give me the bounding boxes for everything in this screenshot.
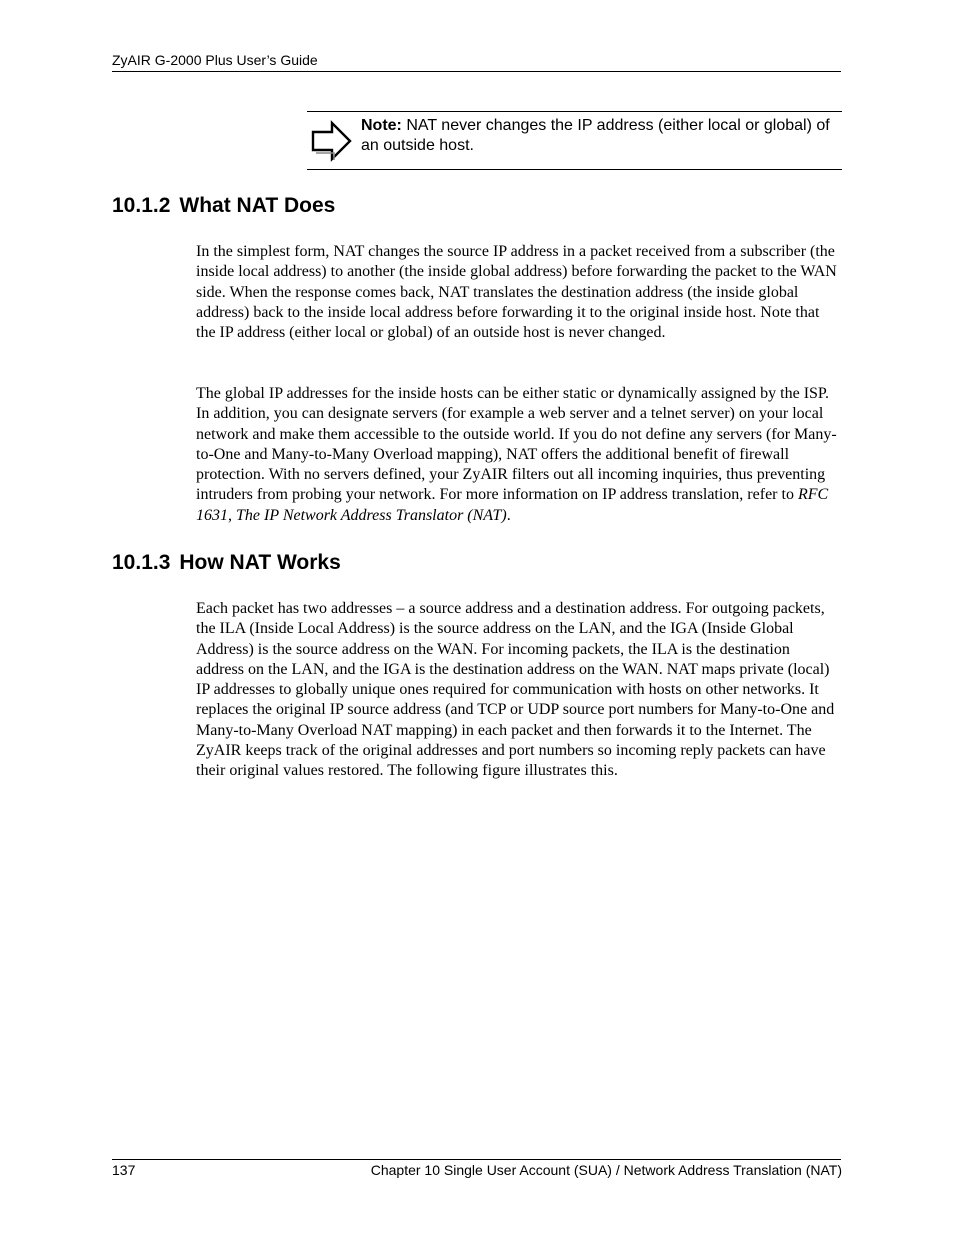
section-title: What NAT Does bbox=[179, 194, 336, 217]
section-heading-what-nat-does bbox=[112, 194, 335, 218]
section-heading-how-nat-works bbox=[112, 551, 341, 575]
rfc-reference: RFC 1631 bbox=[196, 486, 829, 524]
rfc-title-reference: The IP Network Address Translator (NAT) bbox=[236, 506, 507, 524]
paragraph-how-nat-works-1: Each packet has two addresses – a source address and a destination address. For outgoing packets, the ILA (Inside Local Address) is the source address on the LAN, and the IGA (Inside Global Address) is the source address on the WAN. For incoming packets, the ILA is the destination address on the LAN, and the IGA is the destination address on the WAN. NAT maps private (local) IP addresses to globally unique ones required for communication with hosts on other networks. It replaces the original IP source address (and TCP or UDP source port numbers for Many-to-One and Many-to-Many Overload NAT mapping) in each packet and then forwards it to the Internet. The ZyAIR keeps track of the original addresses and port numbers so incoming reply packets can have their original values restored. The following figure illustrates this. bbox=[196, 600, 835, 780]
header-divider bbox=[112, 71, 841, 72]
paragraph-what-nat-does-1: In the simplest form, NAT changes the source IP address in a packet received from a subscriber (the inside local address) to another (the inside global address) before forwarding the packet to the WAN side. When the response comes back, NAT translates the destination address (the inside global address) back to the inside local address before forwarding it to the original inside host. Note that the IP address (either local or global) of an outside host is never changed. bbox=[196, 243, 837, 342]
paragraph-text: The global IP addresses for the inside hosts can be either static or dynamically assigned by the ISP. In addition, you can designate servers (for example a web server and a telnet server) on your local network and make them accessible to the outside world. If you do not define any servers (for Many-to-One and Many-to-Many Overload mapping), NAT offers the additional benefit of firewall protection. With no servers defined, your ZyAIR filters out all incoming inquiries, thus preventing intruders from probing your network. For more information on IP address translation, refer to bbox=[196, 385, 837, 504]
right-arrow-icon bbox=[310, 120, 352, 162]
running-footer-chapter: Chapter 10 Single User Account (SUA) / Network Address Translation (NAT) bbox=[370, 1162, 842, 1178]
note-body: NAT never changes the IP address (either local or global) of an outside host. bbox=[361, 117, 830, 154]
section-title: How NAT Works bbox=[179, 551, 341, 574]
section-number: 10.1.2 bbox=[112, 194, 171, 217]
paragraph-end: . bbox=[506, 506, 511, 524]
note-label: Note: bbox=[361, 117, 402, 134]
section-number: 10.1.3 bbox=[112, 551, 171, 574]
footer-divider bbox=[112, 1159, 841, 1160]
running-header-title: ZyAIR G-2000 Plus User’s Guide bbox=[112, 52, 318, 68]
note-box bbox=[307, 111, 842, 170]
page-number: 137 bbox=[112, 1162, 136, 1178]
note-text bbox=[361, 116, 841, 156]
paragraph-what-nat-does-2 bbox=[196, 384, 841, 526]
reference-separator: , bbox=[228, 506, 236, 524]
